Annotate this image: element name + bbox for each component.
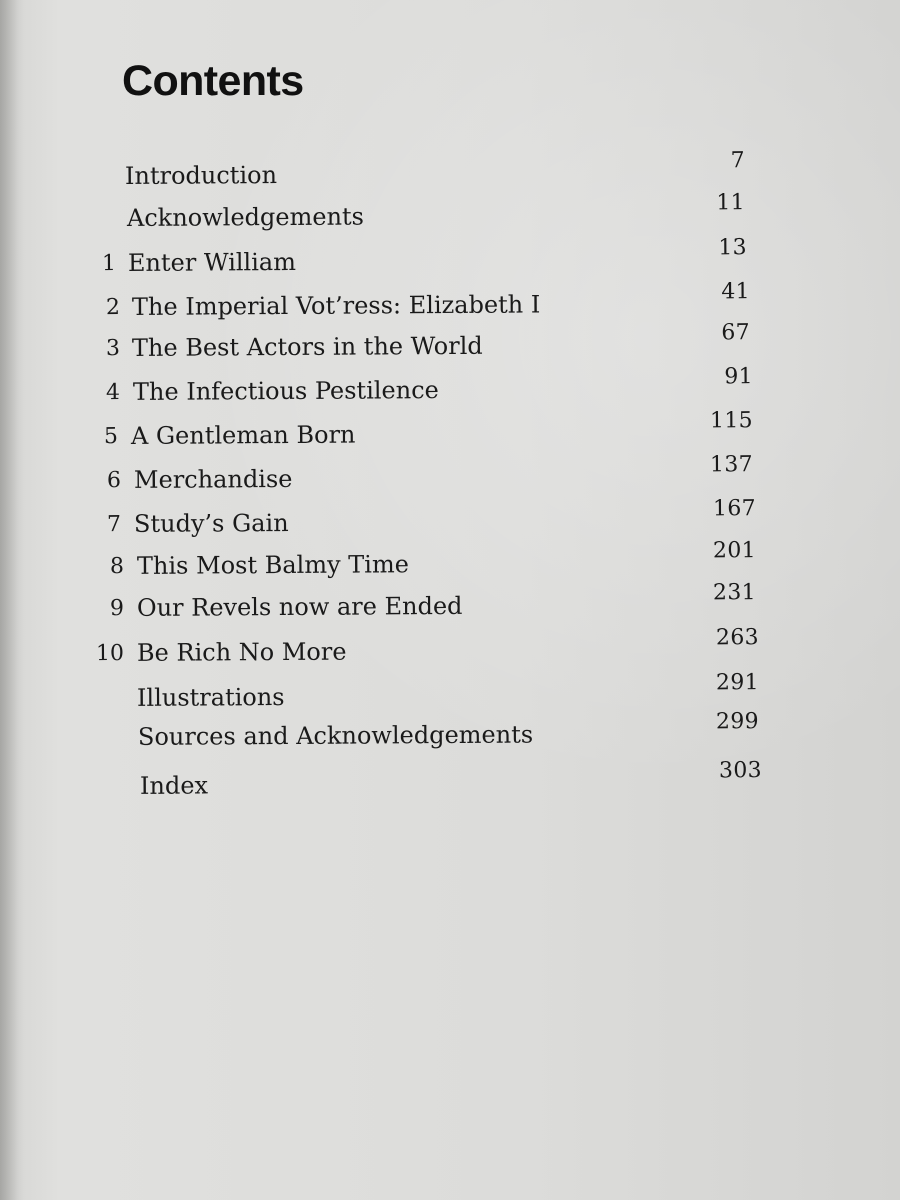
toc-entry [0,279,900,327]
chapter-number: 2 [105,295,121,321]
entry-title: Sources and Acknowledgements [137,720,534,751]
page-number: 299 [715,709,759,735]
entry-title: Be Rich No More [136,637,347,667]
toc-entry [0,496,900,544]
chapter-number: 8 [109,553,125,580]
toc-entry [0,452,900,500]
page-number: 41 [721,279,750,305]
entry-title: Study’s Gain [133,508,289,538]
toc-entry [0,408,900,456]
toc-entry [0,580,900,628]
toc-entry [0,190,900,238]
page-number: 201 [712,538,756,564]
toc-entry [0,625,900,673]
page-number: 167 [712,496,756,522]
entry-title: Our Revels now are Ended [136,591,463,622]
toc-entry [0,320,900,368]
page-number: 291 [715,670,759,696]
page-title: Contents [122,57,304,105]
chapter-number: 6 [106,468,122,494]
entry-title: Introduction [124,161,278,190]
entry-title: The Best Actors in the World [131,331,483,362]
entry-title: Index [139,771,209,800]
page-number: 303 [718,758,762,784]
entry-title: Merchandise [133,464,293,494]
toc-entry [0,538,900,586]
toc-entry [0,709,900,757]
chapter-number: 3 [105,336,121,362]
entry-title: Illustrations [136,683,285,712]
chapter-number: 7 [106,512,122,538]
toc-entry [0,364,900,412]
page-number: 11 [716,190,745,216]
page-number: 231 [712,580,756,606]
entry-title: Enter William [127,247,297,277]
entry-title: This Most Balmy Time [136,550,409,580]
toc-entry [0,758,900,806]
chapter-number: 9 [109,595,125,622]
page-number: 115 [709,408,753,434]
toc-entry [0,148,900,196]
chapter-number: 1 [101,251,117,277]
page-number: 137 [709,452,753,478]
page-number: 67 [721,320,750,346]
toc-entry [0,235,900,283]
entry-title: The Imperial Vot’ress: Elizabeth I [131,290,541,321]
chapter-number: 10 [95,640,125,667]
chapter-number: 5 [103,424,119,450]
page-number: 13 [718,235,747,261]
page-number: 263 [715,625,759,651]
chapter-number: 4 [105,380,121,406]
entry-title: Acknowledgements [126,202,365,232]
page-number: 91 [724,364,753,390]
toc-entry [0,670,900,718]
page-number: 7 [730,148,745,174]
entry-title: A Gentleman Born [130,420,356,450]
entry-title: The Infectious Pestilence [132,376,439,406]
